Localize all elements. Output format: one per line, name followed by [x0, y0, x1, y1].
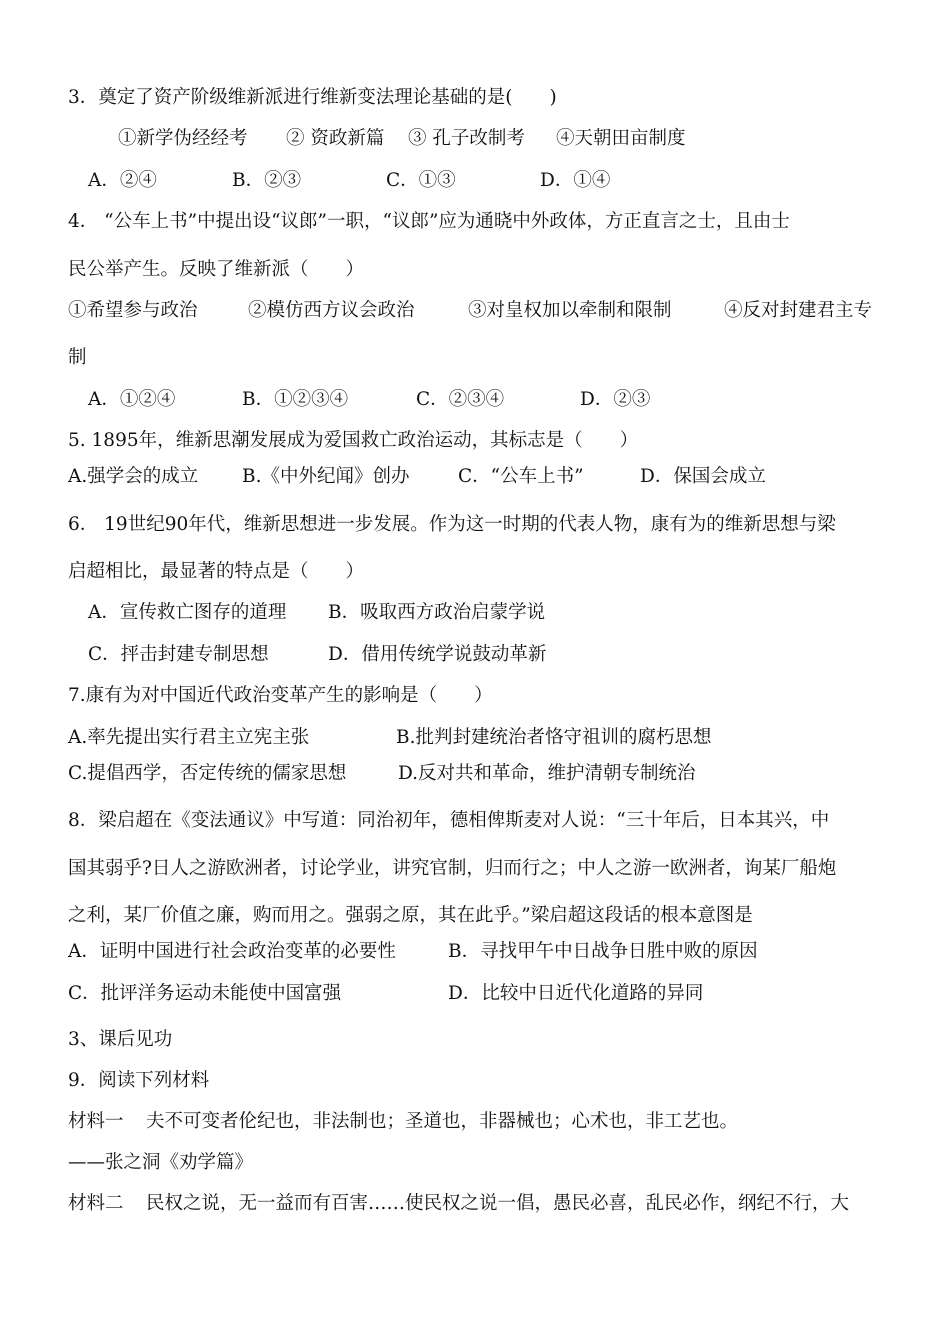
- q7-option-c: C.提倡西学，否定传统的儒家思想: [68, 763, 347, 784]
- q5-option-c: C．“公车上书”: [458, 466, 584, 487]
- q4-stem-line1: 4． “公车上书”中提出设“议郎”一职，“议郎”应为通晓中外政体，方正直言之士，且由士: [68, 211, 790, 232]
- q8-option-b: B．寻找甲午中日战争日胜中败的原因: [448, 941, 758, 962]
- q9-material-1-label: 材料一: [68, 1111, 124, 1132]
- q6-option-c: C．抨击封建专制思想: [88, 644, 269, 665]
- q8-stem-line2: 国其弱乎?日人之游欧洲者，讨论学业，讲究官制，归而行之；中人之游一欧洲者，询某厂船炮: [68, 858, 837, 879]
- q4-item-wrap: 制: [68, 347, 87, 368]
- q6-stem-line1: 6． 19世纪90年代，维新思想进一步发展。作为这一时期的代表人物，康有为的维新思想与梁: [68, 514, 836, 535]
- q5-option-b: B.《中外纪闻》创办: [242, 466, 410, 487]
- q4-option-b: B．①②③④: [242, 389, 349, 410]
- q7-option-a: A.率先提出实行君主立宪主张: [68, 727, 310, 748]
- q7-stem: 7.康有为对中国近代政治变革产生的影响是（ ）: [68, 685, 493, 706]
- q6-option-a: A．宣传救亡图存的道理: [88, 602, 287, 623]
- q6-option-b: B．吸取西方政治启蒙学说: [328, 602, 546, 623]
- q9-material-1-text: 夫不可变者伦纪也，非法制也；圣道也，非器械也；心术也，非工艺也。: [146, 1111, 739, 1132]
- q4-stem-line2: 民公举产生。反映了维新派（ ）: [68, 259, 365, 280]
- q8-option-d: D．比较中日近代化道路的异同: [448, 983, 704, 1004]
- q3-item-3: ③ 孔子改制考: [408, 128, 525, 149]
- q3-item-4: ④天朝田亩制度: [556, 128, 686, 149]
- q4-item-3: ③对皇权加以牵制和限制: [468, 300, 672, 321]
- q3-stem: 3．奠定了资产阶级维新派进行维新变法理论基础的是( ): [68, 87, 557, 108]
- q6-option-d: D．借用传统学说鼓动革新: [328, 644, 547, 665]
- q4-option-a: A．①②④: [88, 389, 176, 410]
- q8-option-c: C．批评洋务运动未能使中国富强: [68, 983, 342, 1004]
- q9-material-2-text: 民权之说，无一益而有百害……使民权之说一倡，愚民必喜，乱民必作，纲纪不行，大: [146, 1193, 850, 1214]
- q9-material-1-source: ——张之洞《劝学篇》: [68, 1152, 254, 1173]
- q8-stem-line1: 8．梁启超在《变法通议》中写道：同治初年，德相俾斯麦对人说：“三十年后，日本其兴，中: [68, 810, 830, 831]
- q3-option-c: C．①③: [386, 170, 456, 191]
- q3-option-a: A．②④: [88, 170, 157, 191]
- q9-material-2-label: 材料二: [68, 1193, 124, 1214]
- q3-option-d: D．①④: [540, 170, 611, 191]
- q3-item-1: ①新学伪经经考: [118, 128, 248, 149]
- q6-stem-line2: 启超相比，最显著的特点是（ ）: [68, 561, 365, 582]
- q3-item-2: ② 资政新篇: [286, 128, 385, 149]
- q4-item-4: ④反对封建君主专: [724, 300, 873, 321]
- q8-stem-line3: 之利，某厂价值之廉，购而用之。强弱之原，其在此乎。”梁启超这段话的根本意图是: [68, 905, 753, 926]
- q4-option-c: C．②③④: [416, 389, 505, 410]
- section-heading: 3、课后见功: [68, 1029, 173, 1050]
- q5-stem: 5. 1895年，维新思潮发展成为爱国救亡政治运动，其标志是（ ）: [68, 430, 639, 451]
- q8-option-a: A．证明中国进行社会政治变革的必要性: [68, 941, 396, 962]
- q4-item-2: ②模仿西方议会政治: [248, 300, 415, 321]
- q3-option-b: B．②③: [232, 170, 302, 191]
- q5-option-a: A.强学会的成立: [68, 466, 199, 487]
- q4-item-1: ①希望参与政治: [68, 300, 198, 321]
- q4-option-d: D．②③: [580, 389, 651, 410]
- q7-option-d: D.反对共和革命，维护清朝专制统治: [398, 763, 696, 784]
- q9-stem: 9．阅读下列材料: [68, 1070, 210, 1091]
- q7-option-b: B.批判封建统治者恪守祖训的腐朽思想: [396, 727, 712, 748]
- q5-option-d: D．保国会成立: [640, 466, 766, 487]
